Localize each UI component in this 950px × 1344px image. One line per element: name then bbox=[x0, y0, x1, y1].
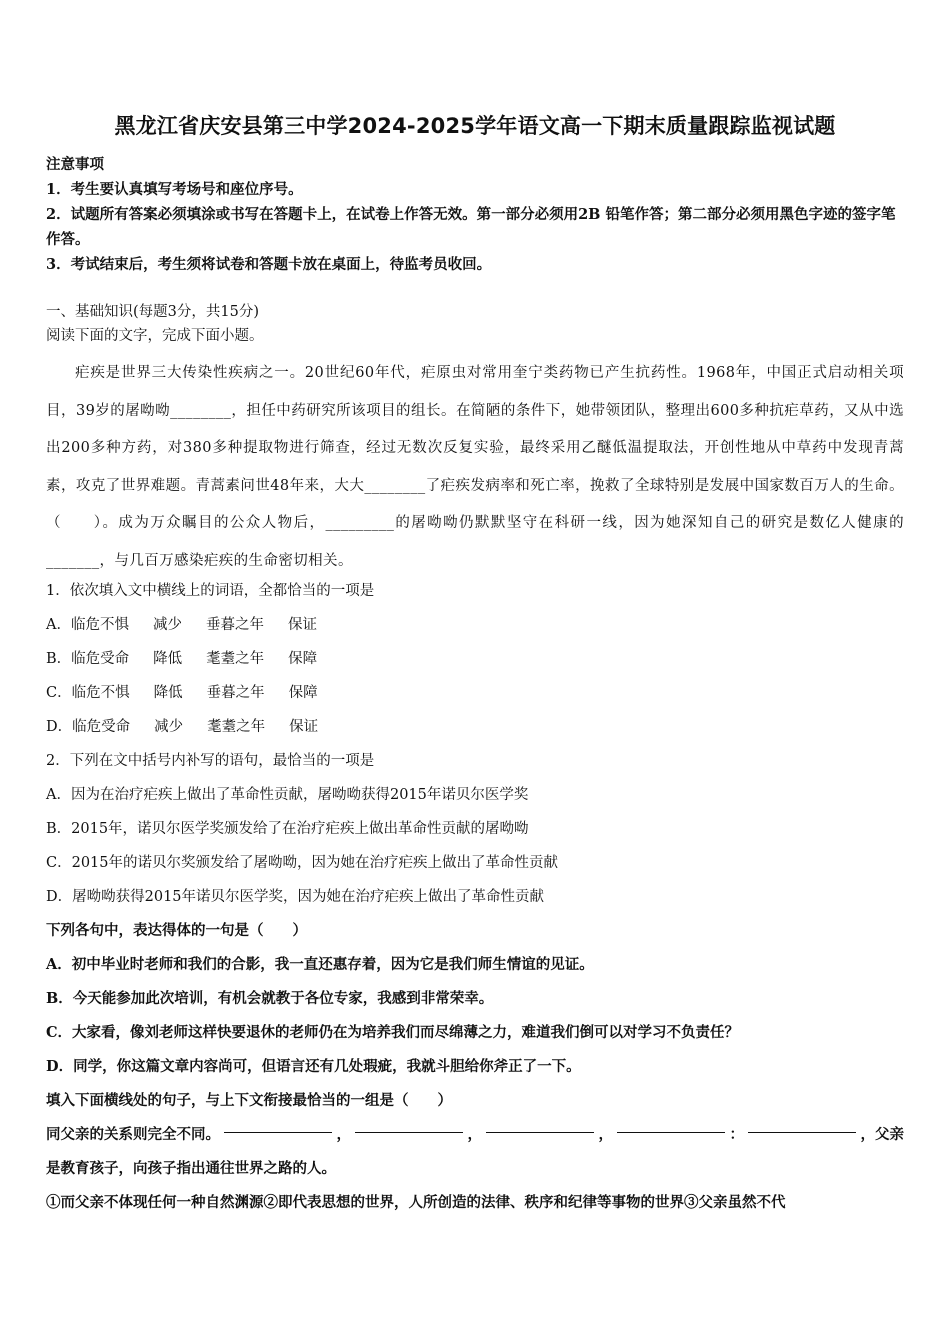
option-b: B．今天能参加此次培训，有机会就教于各位专家，我感到非常荣幸。 bbox=[46, 990, 494, 1007]
notice-item: 2．试题所有答案必须填涂或书写在答题卡上，在试卷上作答无效。第一部分必须用2B 铅笔作答；第二部分必须用黑色字迹的签字笔作答。 bbox=[46, 206, 896, 248]
option-a: A．临危不惧 减少 垂暮之年 保证 bbox=[46, 617, 317, 633]
option-d: D．临危受命 减少 耄耋之年 保证 bbox=[46, 719, 319, 735]
reading-passage: 疟疾是世界三大传染性疾病之一。20世纪60年代，疟原虫对常用奎宁类药物已产生抗药性。1968年，中国正式启动相关项目，39岁的屠呦呦________，担任中药研究所该项目的组长。在简陋的条件下，她带领团队，整理出600多种抗疟草药，又从中选出200多种方药，对380多种提取物进行筛查，经过无数次反复实验，最终采用乙醚低温提取法，开创性地从中草药中发现青蒿素，攻克了世界难题。青蒿素问世48年来，大大________了疟疾发病率和死亡率，挽救了全球特别是发展中国家数百万人的生命。（ ）。成为万众瞩目的公众人物后，_________的屠呦呦仍默默坚守在科研一线，因为她深知自己的研究是数亿人健康的_______，与几百万感染疟疾的生命密切相关。 bbox=[46, 365, 904, 569]
answer-blank[interactable] bbox=[355, 1118, 463, 1133]
question-1 bbox=[46, 574, 904, 914]
option-a: A．初中毕业时老师和我们的合影，我一直还惠存着，因为它是我们师生情谊的见证。 bbox=[46, 956, 594, 973]
question-stem: 2．下列在文中括号内补写的语句，最恰当的一项是 bbox=[46, 753, 375, 769]
notice-section bbox=[46, 152, 904, 277]
option-a: A．因为在治疗疟疾上做出了革命性贡献，屠呦呦获得2015年诺贝尔医学奖 bbox=[46, 787, 529, 803]
answer-blank[interactable] bbox=[617, 1118, 725, 1133]
fill-in-continuation: 是教育孩子，向孩子指出通往世界之路的人。 bbox=[46, 1160, 336, 1177]
option-d: D．屠呦呦获得2015年诺贝尔医学奖，因为她在治疗疟疾上做出了革命性贡献 bbox=[46, 889, 545, 905]
question-stem: 1．依次填入文中横线上的词语，全都恰当的一项是 bbox=[46, 583, 375, 599]
option-b: B．2015年，诺贝尔医学奖颁发给了在治疗疟疾上做出革命性贡献的屠呦呦 bbox=[46, 821, 529, 837]
sentence-options: ①而父亲不体现任何一种自然渊源②即代表思想的世界，人所创造的法律、秩序和纪律等事物的世界③父亲虽然不代 bbox=[46, 1194, 786, 1211]
option-c: C．临危不惧 降低 垂暮之年 保障 bbox=[46, 685, 318, 701]
option-d: D．同学，你这篇文章内容尚可，但语言还有几处瑕疵，我就斗胆给你斧正了一下。 bbox=[46, 1058, 581, 1075]
notice-item: 1．考生要认真填写考场号和座位序号。 bbox=[46, 181, 303, 198]
section-heading: 一、基础知识(每题3分，共15分) bbox=[46, 304, 259, 320]
answer-blank[interactable] bbox=[224, 1118, 332, 1133]
notice-heading: 注意事项 bbox=[46, 156, 104, 173]
page-title: 黑龙江省庆安县第三中学2024-2025学年语文高一下期末质量跟踪监视试题 bbox=[114, 114, 836, 138]
option-b: B．临危受命 降低 耄耋之年 保障 bbox=[46, 651, 318, 667]
question-3 bbox=[46, 914, 904, 1084]
section-intro: 阅读下面的文字，完成下面小题。 bbox=[46, 328, 264, 344]
answer-blank[interactable] bbox=[748, 1118, 856, 1133]
question-4 bbox=[46, 1084, 904, 1220]
question-stem: 下列各句中，表达得体的一句是（ ） bbox=[46, 922, 307, 939]
question-stem: 填入下面横线处的句子，与上下文衔接最恰当的一组是（ ） bbox=[46, 1092, 452, 1109]
option-c: C．2015年的诺贝尔奖颁发给了屠呦呦，因为她在治疗疟疾上做出了革命性贡献 bbox=[46, 855, 558, 871]
option-c: C．大家看，像刘老师这样快要退休的老师仍在为培养我们而尽绵薄之力，难道我们倒可以对学习不负责任？ bbox=[46, 1024, 740, 1041]
fill-in-line: 同父亲的关系则完全不同。 ， ， ， ： ，父亲 bbox=[46, 1118, 904, 1152]
notice-item: 3．考试结束后，考生须将试卷和答题卡放在桌面上，待监考员收回。 bbox=[46, 256, 492, 273]
answer-blank[interactable] bbox=[486, 1118, 594, 1133]
